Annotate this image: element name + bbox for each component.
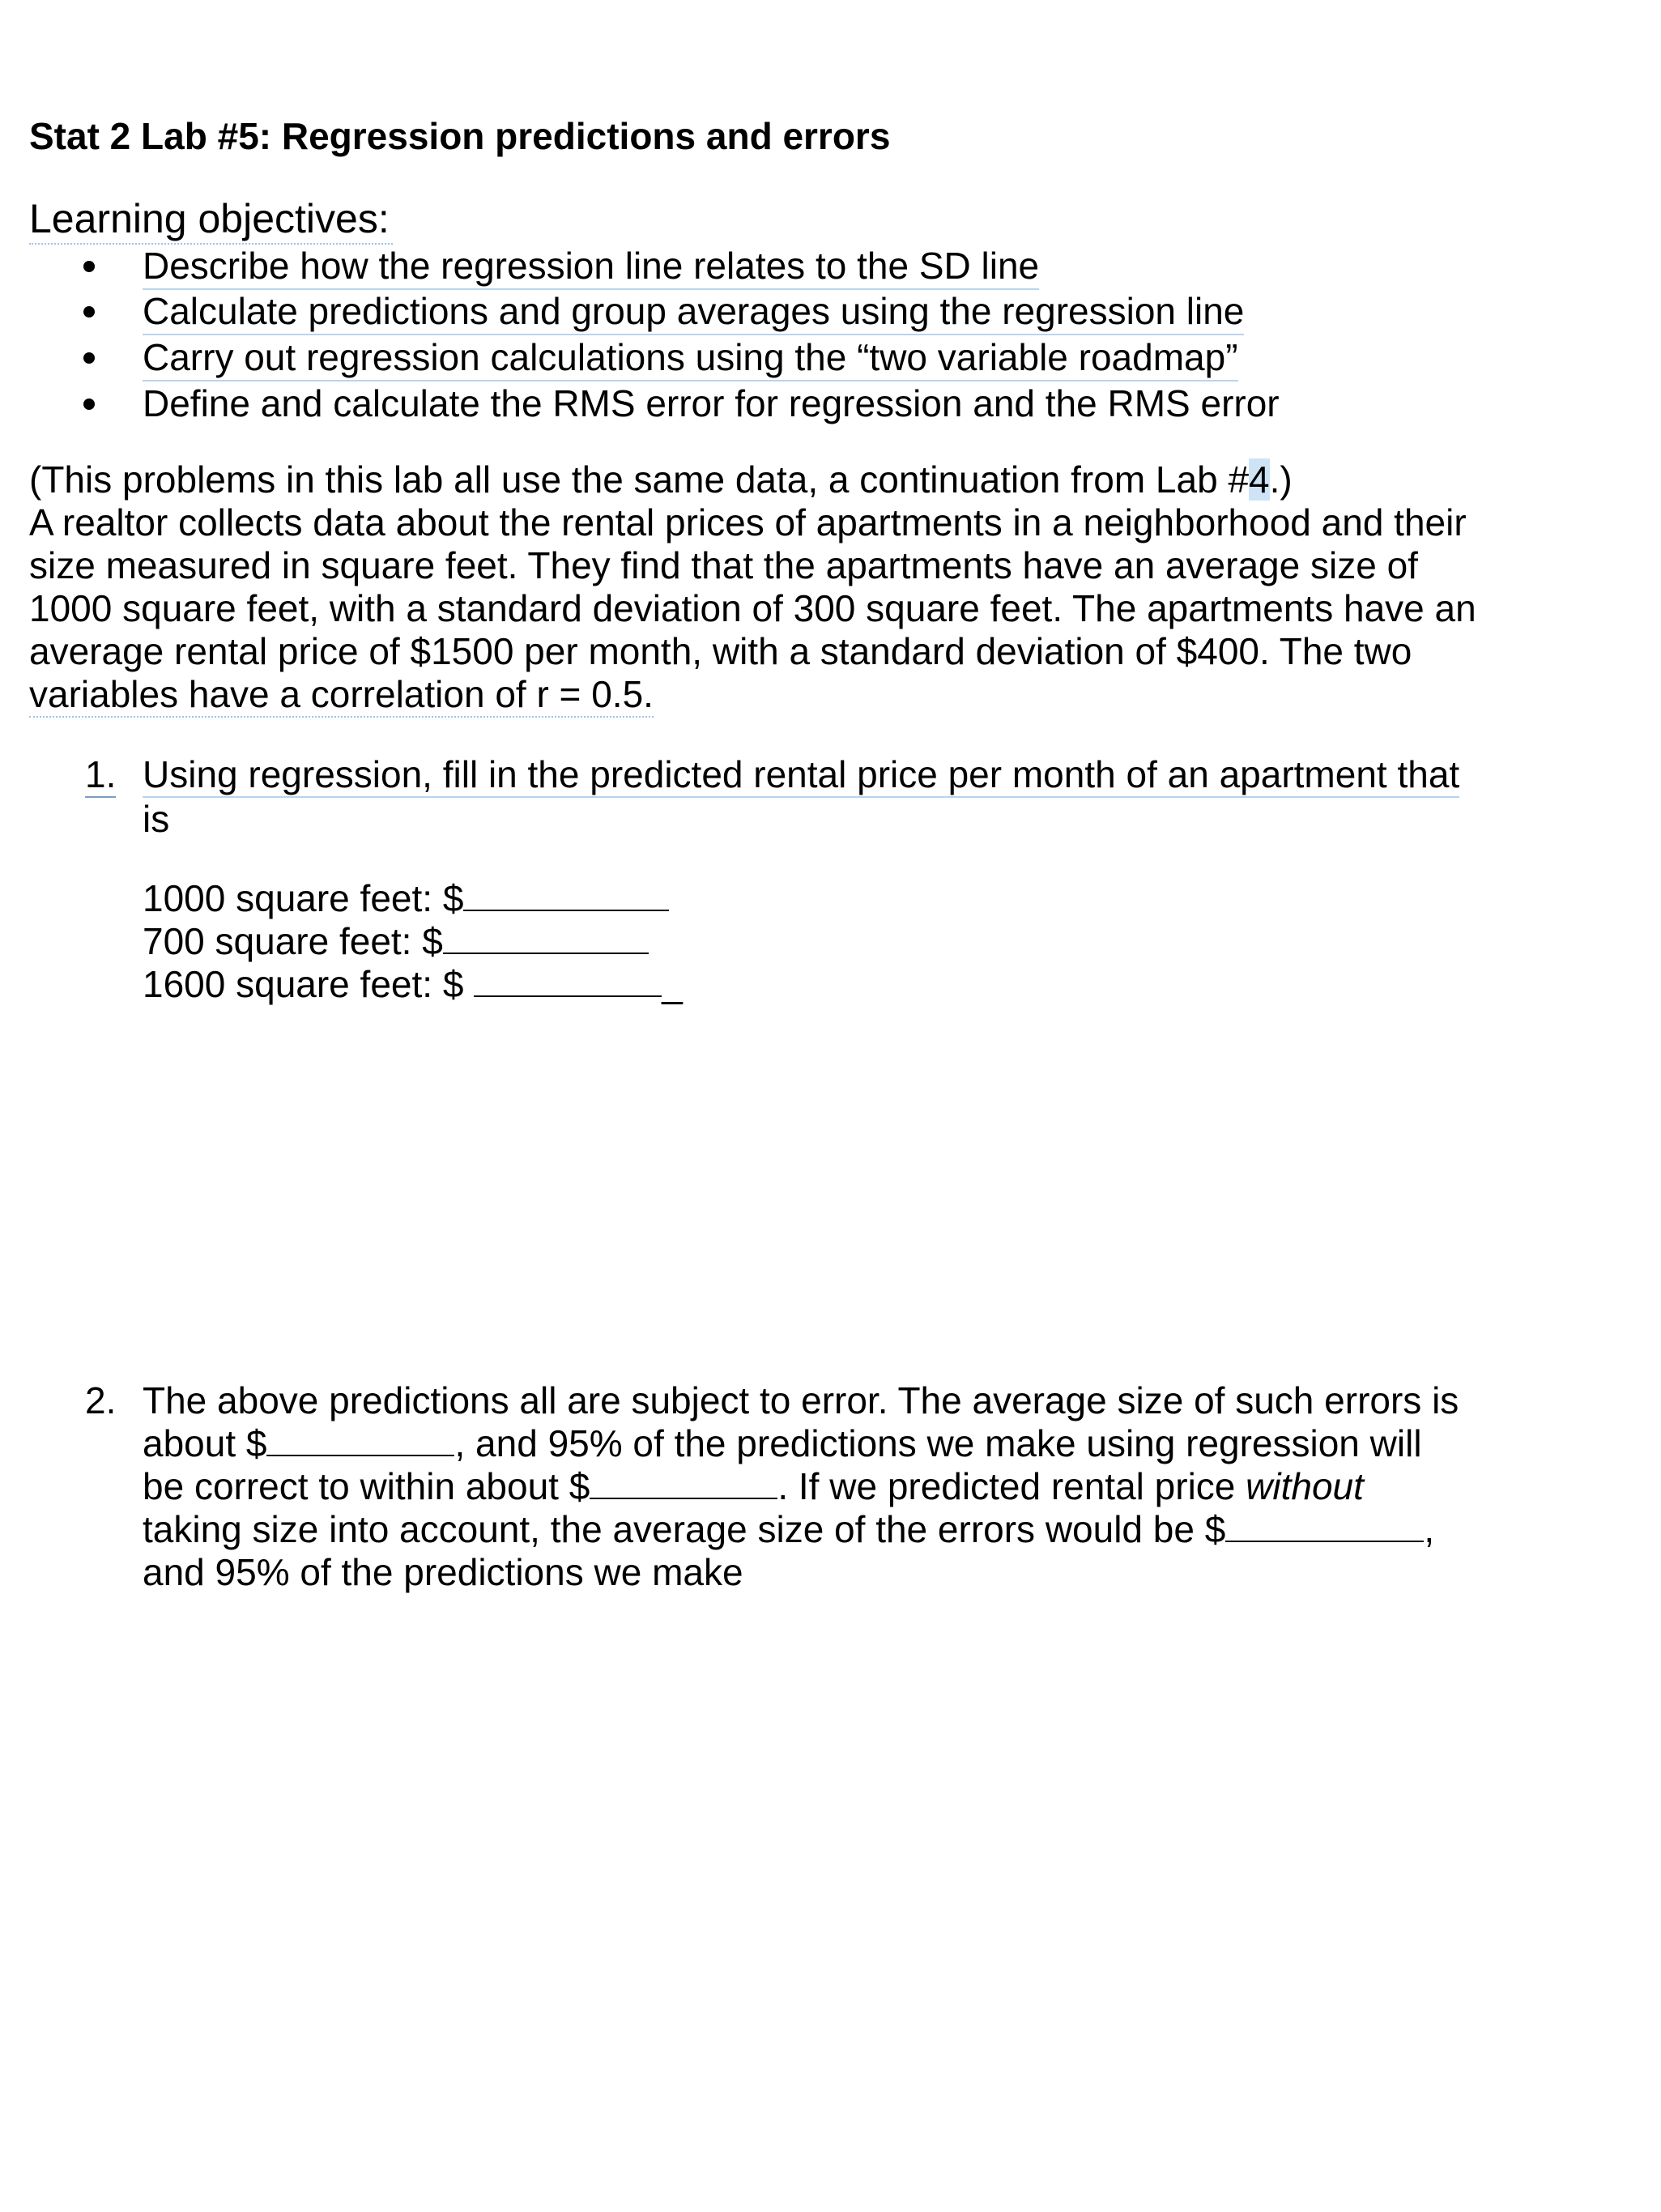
answer-blank[interactable] xyxy=(443,920,649,954)
question-2-text: taking size into account, the average size of the errors would be $ xyxy=(143,1508,1226,1550)
question-1-line: is xyxy=(143,798,170,840)
objective-text: Define and calculate the RMS error for regression and the RMS error xyxy=(143,382,1280,424)
list-item xyxy=(0,335,1377,380)
objectives-heading: Learning objectives: xyxy=(29,194,393,245)
prediction-row-1600 xyxy=(143,963,683,1006)
intro-line1-after: .) xyxy=(1269,458,1293,501)
prediction-row-700 xyxy=(143,920,649,963)
objective-text: Describe how the regression line relates to the SD line xyxy=(143,243,1039,290)
intro-line xyxy=(29,458,1568,501)
answer-blank[interactable] xyxy=(1225,1508,1424,1542)
intro-line: A realtor collects data about the rental prices of apartments in a neighborhood and their xyxy=(29,501,1467,543)
question-1-body xyxy=(143,753,1459,841)
question-2-text: , and 95% of the predictions we make using regression will xyxy=(454,1422,1422,1464)
page-title: Stat 2 Lab #5: Regression predictions and errors xyxy=(29,115,891,157)
question-2-text: . If we predicted rental price xyxy=(777,1465,1246,1507)
answer-blank[interactable] xyxy=(463,877,669,911)
question-2-body xyxy=(143,1379,1459,1594)
prediction-label: 1600 square feet: $ xyxy=(143,963,475,1005)
question-2-italic: without xyxy=(1246,1465,1364,1507)
answer-blank[interactable] xyxy=(474,963,662,997)
question-number: 1. xyxy=(85,753,116,798)
question-2-text: be correct to within about $ xyxy=(143,1465,590,1507)
prediction-trail: _ xyxy=(662,963,683,1005)
answer-blank[interactable] xyxy=(590,1465,777,1499)
intro-line: average rental price of $1500 per month, with a standard deviation of $400. The two xyxy=(29,630,1412,672)
question-2-line xyxy=(143,1465,1459,1508)
question-2-line xyxy=(143,1422,1459,1465)
question-1-line: Using regression, fill in the predicted rental price per month of an apartment that xyxy=(143,753,1459,798)
intro-line1-highlight: 4 xyxy=(1249,458,1270,501)
question-2-line xyxy=(143,1508,1459,1551)
intro-line: variables have a correlation of r = 0.5. xyxy=(29,673,654,718)
question-2-line: and 95% of the predictions we make xyxy=(143,1551,743,1593)
intro-line: size measured in square feet. They find that the apartments have an average size of xyxy=(29,544,1418,586)
intro-paragraph xyxy=(29,458,1568,718)
intro-line1-before: (This problems in this lab all use the same data, a continuation from Lab # xyxy=(29,458,1250,501)
list-item xyxy=(0,243,1377,288)
prediction-label: 700 square feet: $ xyxy=(143,920,443,962)
question-2-line: The above predictions all are subject to error. The average size of such errors is xyxy=(143,1379,1459,1421)
question-2-text: about $ xyxy=(143,1422,267,1464)
objective-text: Calculate predictions and group averages using the regression line xyxy=(143,288,1244,335)
list-item xyxy=(0,288,1377,334)
bullet-icon xyxy=(83,261,95,272)
bullet-icon xyxy=(83,399,95,410)
bullet-icon xyxy=(83,306,95,318)
prediction-label: 1000 square feet: $ xyxy=(143,877,464,919)
list-item xyxy=(0,381,1377,426)
question-2-text: , xyxy=(1424,1508,1435,1550)
intro-line: 1000 square feet, with a standard deviation of 300 square feet. The apartments have an xyxy=(29,587,1476,629)
answer-blank[interactable] xyxy=(266,1422,454,1456)
bullet-icon xyxy=(83,352,95,364)
objective-text: Carry out regression calculations using the “two variable roadmap” xyxy=(143,335,1238,381)
prediction-row-1000 xyxy=(143,877,669,920)
question-number: 2. xyxy=(85,1379,117,1421)
